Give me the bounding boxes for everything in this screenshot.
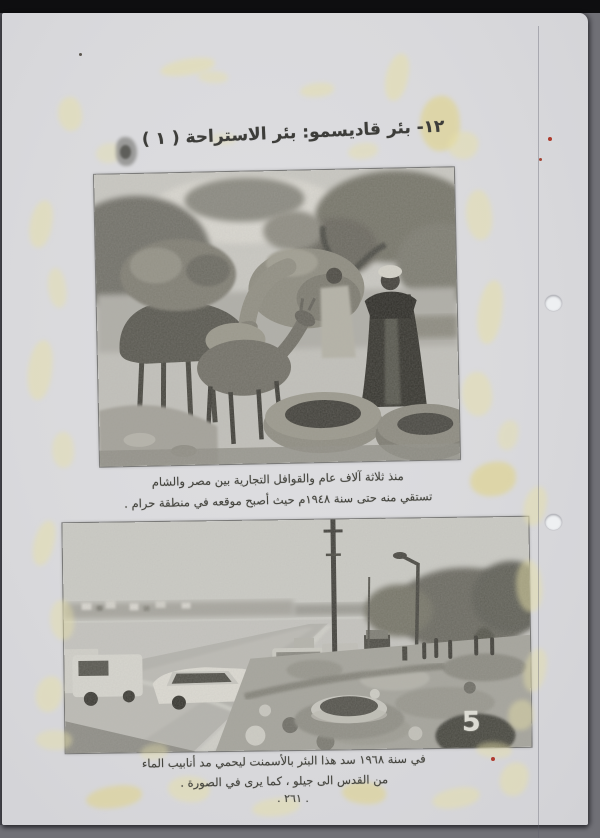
photo-caravan-at-well	[94, 167, 460, 466]
paper-stain	[347, 142, 378, 161]
paper-stain	[497, 760, 530, 798]
scanner-top-shadow	[0, 0, 600, 13]
paper-stain	[25, 339, 54, 401]
caption-bottom-photo	[112, 748, 457, 794]
page-number: . ٢٦١ .	[277, 792, 309, 805]
paper-stain	[382, 51, 412, 102]
paper-stain	[458, 370, 495, 419]
paper-stain	[496, 419, 520, 451]
red-speck-1	[548, 137, 552, 141]
caption-bottom-line2: من القدس الى جيلو ، كما يرى في الصورة .	[180, 772, 389, 790]
paper-stain	[34, 675, 64, 714]
hole-punch-top	[545, 295, 562, 311]
page-fold-line	[538, 26, 539, 838]
paper-stain	[475, 279, 506, 345]
caravan-well-illustration	[94, 167, 460, 466]
photo-corner-numeral: 5	[461, 706, 481, 738]
caption-bottom-line1: في سنة ١٩٦٨ سد هذا البئر بالأسمنت ليحمي مد أنابيب الماء	[141, 751, 426, 771]
page-title: ١٢- بئر قاديسمو: بئر الاستراحة ( ١ )	[141, 116, 445, 150]
paper-stain	[27, 199, 55, 250]
caption-top-line2: تستقي منه حتى سنة ١٩٤٨م حيث أصبح موقعه في منطقة حرام .	[124, 489, 433, 511]
red-speck-3	[491, 757, 495, 761]
paper-stain	[198, 70, 229, 85]
paper-stain	[300, 82, 335, 98]
caption-top-line1: منذ ثلاثة آلاف عام والقوافل التجارية بين مصر والشام	[151, 468, 404, 490]
ink-smudge-core	[120, 145, 131, 159]
paper-stain	[45, 267, 70, 310]
paper-stain	[463, 188, 496, 241]
photo-road-construction	[62, 517, 531, 753]
hole-punch-bottom	[545, 514, 562, 530]
caption-top-photo	[102, 465, 455, 516]
paper-stain	[431, 785, 481, 811]
paper-stain	[50, 431, 76, 469]
page-sheet	[2, 13, 588, 825]
paper-stain	[29, 518, 58, 567]
dark-speck	[79, 53, 82, 56]
paper-stain	[55, 95, 86, 133]
red-speck-2	[539, 158, 542, 161]
paper-stain	[469, 460, 518, 498]
